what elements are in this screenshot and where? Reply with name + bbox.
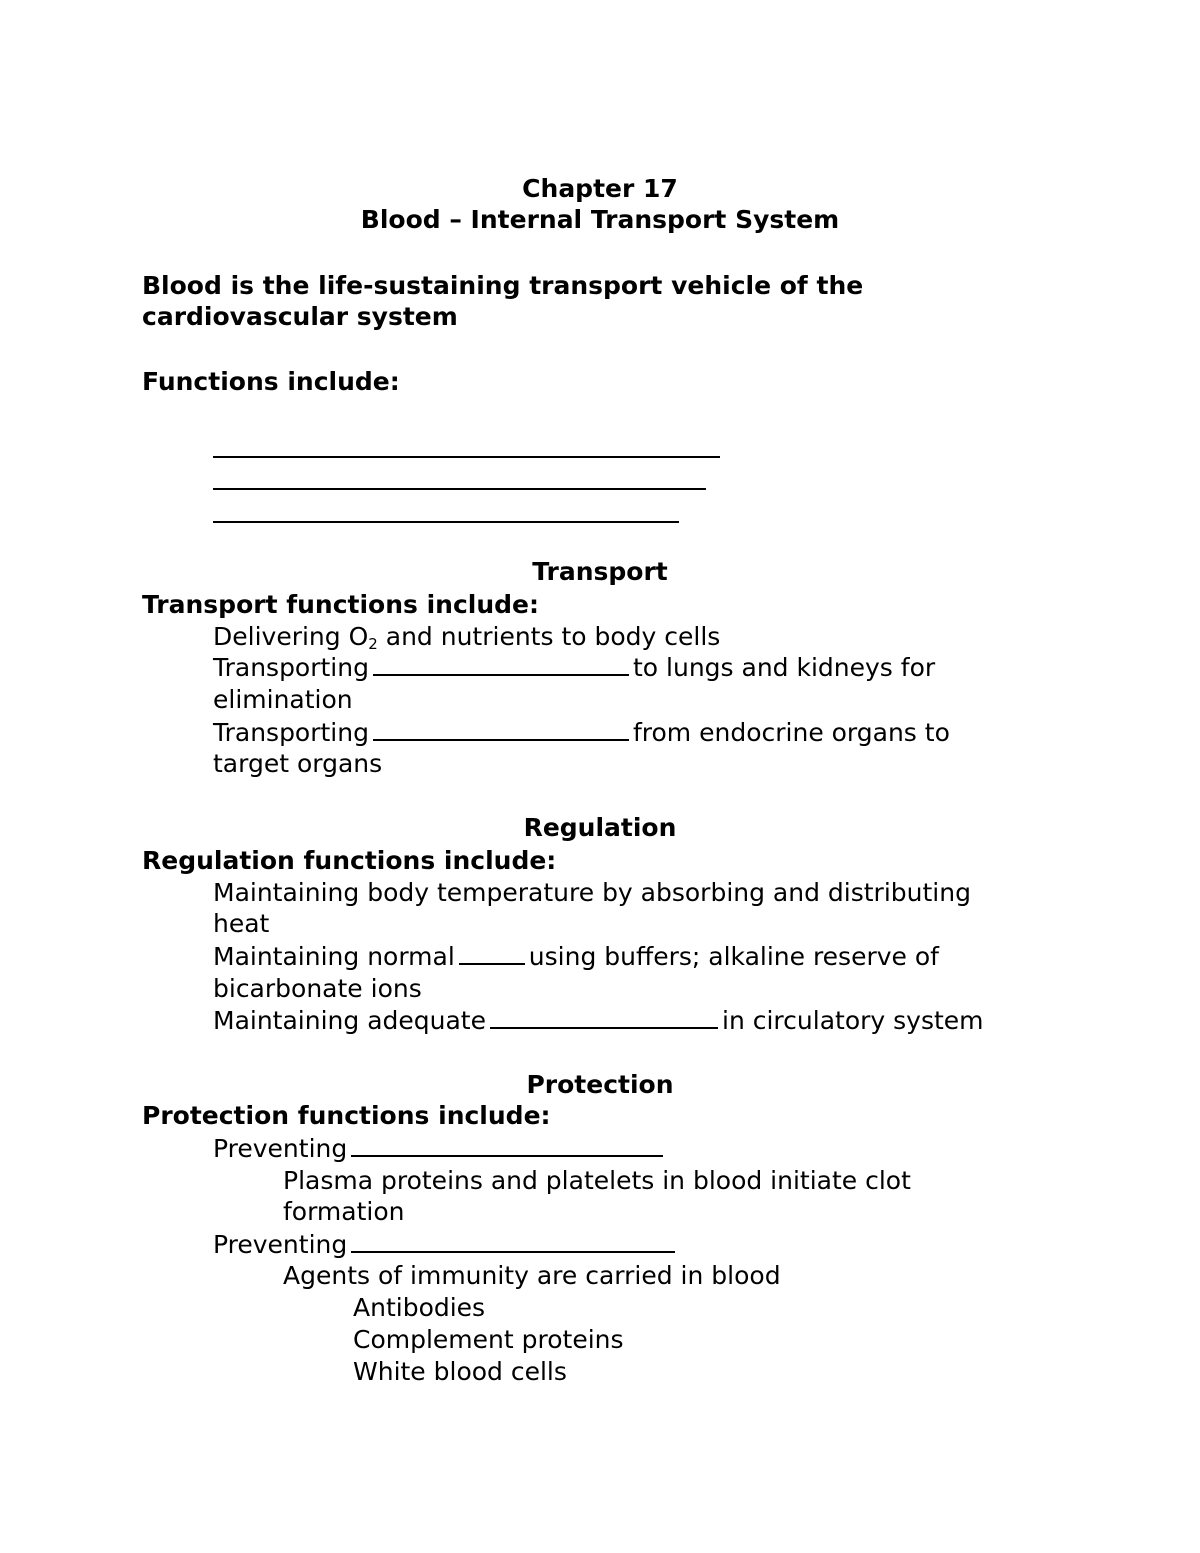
regulation-heading: Regulation [523, 813, 677, 842]
protection-item-2 [213, 1229, 679, 1261]
fill-in-blank [373, 652, 629, 676]
regulation-item-2-pre: Maintaining normal [213, 942, 455, 971]
agent-list-item: White blood cells [353, 1357, 567, 1386]
blank-line-2 [213, 488, 706, 490]
transport-item-3-pre: Transporting [213, 718, 369, 747]
transport-item-1 [213, 621, 720, 653]
fill-in-blank [490, 1005, 718, 1029]
intro-line-1: Blood is the life-sustaining transport vehicle of the [142, 271, 864, 300]
transport-item-2 [213, 652, 935, 684]
protection-item-1 [213, 1133, 667, 1165]
intro-line-2: cardiovascular system [142, 302, 458, 331]
blank-line-3 [213, 521, 679, 523]
transport-item-3-cont: target organs [213, 749, 383, 778]
transport-subheading: Transport functions include: [142, 590, 540, 619]
protection-subheading: Protection functions include: [142, 1101, 551, 1130]
regulation-item-3-post: in circulatory system [722, 1006, 984, 1035]
fill-in-blank [459, 941, 525, 965]
transport-item-2-pre: Transporting [213, 653, 369, 682]
agent-list-item: Complement proteins [353, 1325, 624, 1354]
fill-in-blank [351, 1133, 663, 1157]
transport-item-3 [213, 717, 950, 749]
protection-item-1-detail-cont: formation [283, 1197, 405, 1226]
regulation-item-1: Maintaining body temperature by absorbing and distributing [213, 878, 971, 907]
protection-item-2-detail: Agents of immunity are carried in blood [283, 1261, 781, 1290]
blank-line-1 [213, 456, 720, 458]
transport-item-2-cont: elimination [213, 685, 353, 714]
transport-item-2-post: to lungs and kidneys for [632, 653, 936, 682]
regulation-item-2-post: using buffers; alkaline reserve of [528, 942, 939, 971]
regulation-item-1-cont: heat [213, 909, 270, 938]
regulation-item-3-pre: Maintaining adequate [213, 1006, 486, 1035]
transport-heading: Transport [532, 557, 668, 586]
agent-list-item: Antibodies [353, 1293, 486, 1322]
transport-item-1-post: and nutrients to body cells [377, 622, 721, 651]
protection-item-1-detail: Plasma proteins and platelets in blood initiate clot [283, 1166, 911, 1195]
protection-heading: Protection [526, 1070, 674, 1099]
transport-item-1-pre: Delivering O [213, 622, 369, 651]
regulation-subheading: Regulation functions include: [142, 846, 557, 875]
functions-label: Functions include: [142, 367, 400, 396]
fill-in-blank [351, 1229, 675, 1253]
regulation-item-2-cont: bicarbonate ions [213, 974, 422, 1003]
transport-item-3-post: from endocrine organs to [632, 718, 950, 747]
protection-item-2-pre: Preventing [213, 1230, 348, 1259]
chapter-number: Chapter 17 [522, 174, 678, 203]
subscript-2: 2 [368, 635, 378, 653]
protection-item-1-pre: Preventing [213, 1134, 348, 1163]
regulation-item-2 [213, 941, 939, 973]
chapter-title: Blood – Internal Transport System [360, 205, 840, 234]
regulation-item-3 [213, 1005, 984, 1037]
fill-in-blank [373, 717, 629, 741]
